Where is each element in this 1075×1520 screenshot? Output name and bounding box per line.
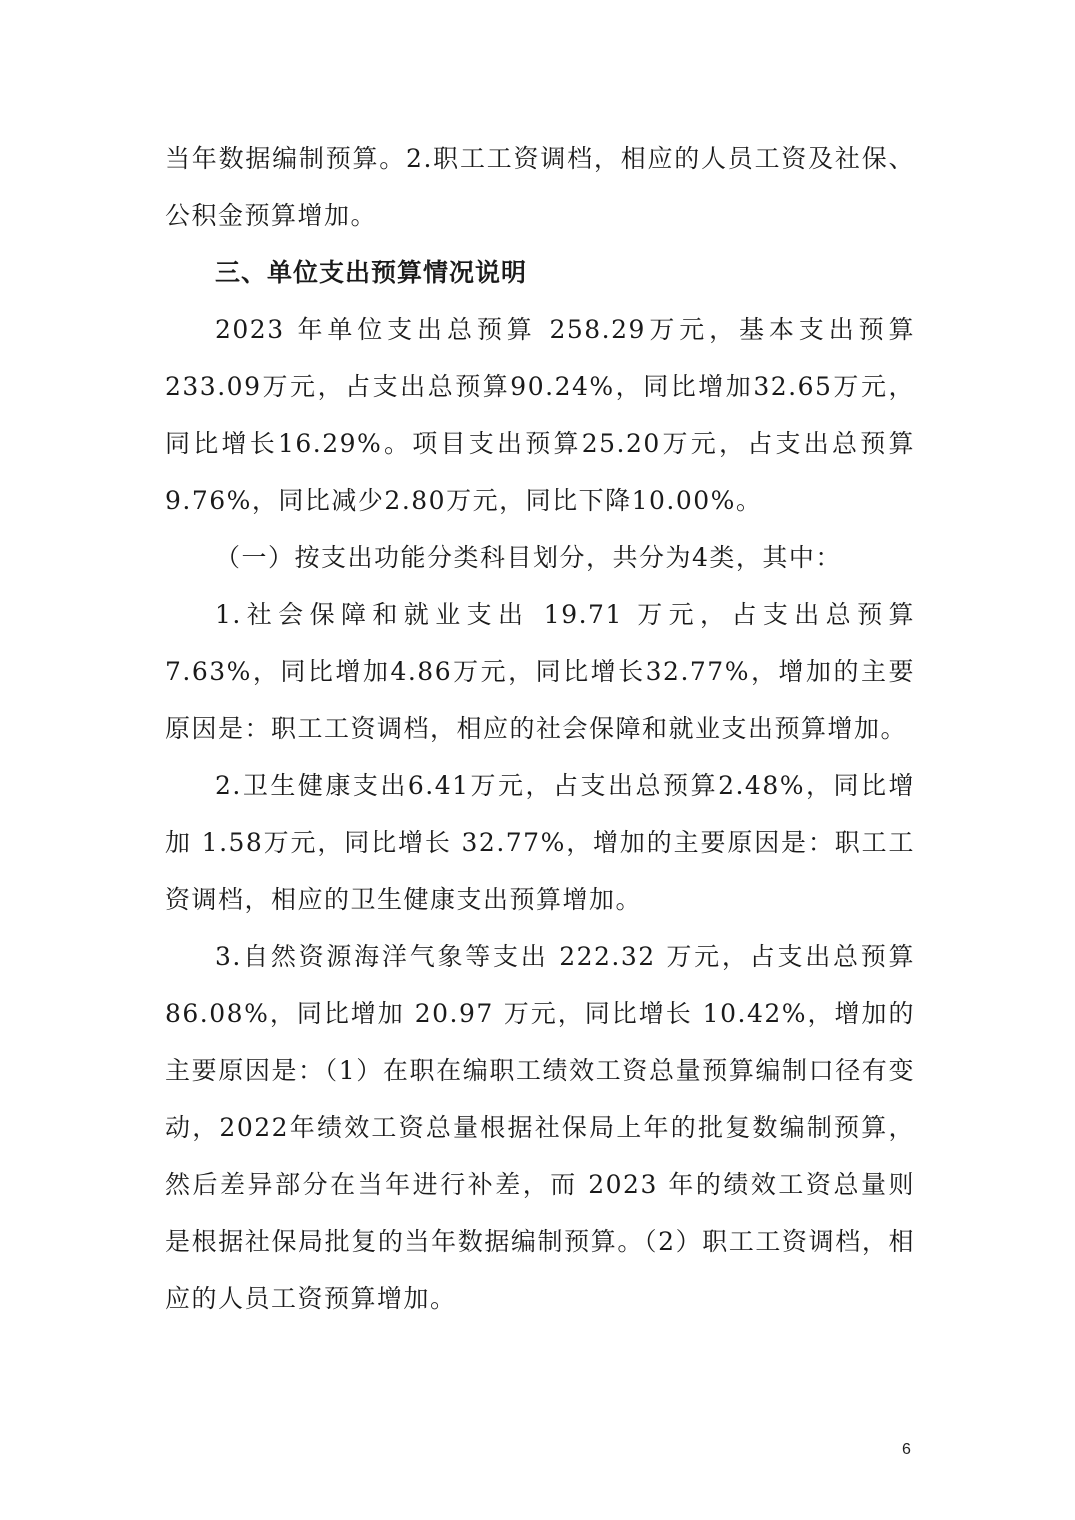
paragraph-item-2: 2.卫生健康支出6.41万元，占支出总预算2.48%，同比增加 1.58万元，同比增长 32.77%，增加的主要原因是：职工工资调档，相应的卫生健康支出预算增加。	[165, 771, 915, 914]
document-body	[165, 130, 915, 1327]
paragraph-category-intro: （一）按支出功能分类科目划分，共分为4类，其中：	[215, 543, 842, 572]
paragraph-summary: 2023 年单位支出总预算 258.29万元，基本支出预算233.09万元，占支出总预算90.24%，同比增加32.65万元，同比增长16.29%。项目支出预算25.20万元，占支出总预算9.76%，同比减少2.80万元，同比下降10.00%。	[165, 315, 915, 515]
paragraph-item-1: 1.社会保障和就业支出 19.71 万元，占支出总预算7.63%，同比增加4.86万元，同比增长32.77%，增加的主要原因是：职工工资调档，相应的社会保障和就业支出预算增加。	[165, 600, 915, 743]
paragraph-item-3: 3.自然资源海洋气象等支出 222.32 万元，占支出总预算 86.08%，同比增加 20.97 万元，同比增长 10.42%，增加的主要原因是：（1）在职在编职工绩效工资总量预算编制口径有变动，2022年绩效工资总量根据社保局上年的批复数编制预算，然后差异部分在当年进行补差，而 2023 年的绩效工资总量则是根据社保局批复的当年数据编制预算。（2）职工工资调档，相应的人员工资预算增加。	[165, 942, 915, 1313]
paragraph-continuation: 当年数据编制预算。2.职工工资调档，相应的人员工资及社保、公积金预算增加。	[165, 144, 915, 230]
page-number: 6	[902, 1441, 911, 1458]
section-heading: 三、单位支出预算情况说明	[215, 258, 528, 287]
